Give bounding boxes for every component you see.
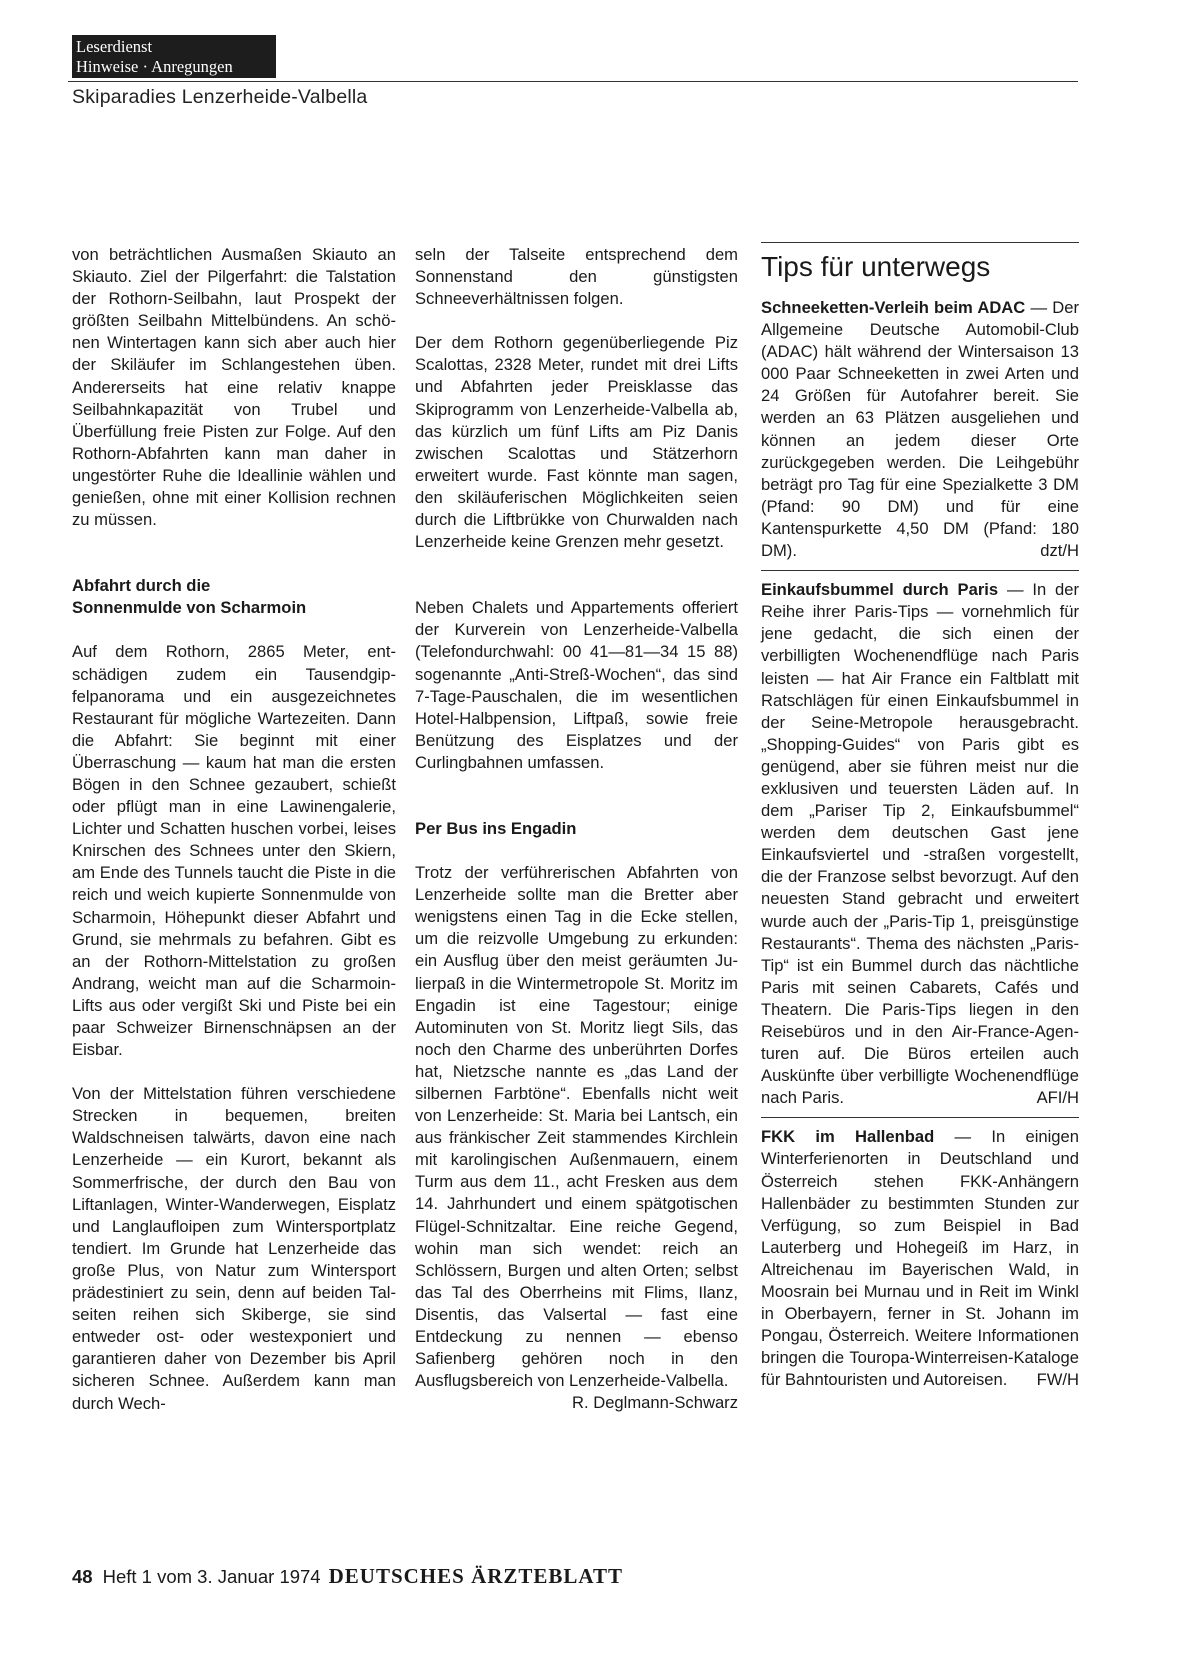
section-tag-line2: Hinweise · Anregungen <box>76 57 233 76</box>
author-signature: R. Deglmann-Schwarz <box>572 1393 738 1413</box>
tip-lead: Einkaufsbummel durch Paris <box>761 580 999 600</box>
tips-title: Tips für unterwegs <box>761 251 991 282</box>
tip-lead: Schneeketten-Verleih beim ADAC <box>761 298 1026 317</box>
tips-rule <box>761 242 1079 243</box>
tip-text: — Der Allgemeine Deutsche Automobil-Club (ADAC) hält während der Wintersaison 13 000 Paar Schneeketten in zwei Arten und 24 Größen für Autofahrer bereit. Sie werden an 63 Plätzen ausgeliehen und können an jedem dieser Orte zurückgegeben werden. Die Leihgebühr beträgt pro Tag für eine Spezialkette 3 DM (Pfand: 90 DM) und für eine Kantenspurkette 4,50 DM (Pfand: 180 DM). <box>761 298 1079 561</box>
tip-lead: FKK im Hallenbad <box>761 1127 935 1147</box>
page-number: 48 <box>72 1566 93 1587</box>
heading-line: Abfahrt durch die <box>72 576 211 596</box>
tip-signature: AFI/H <box>1036 1088 1079 1108</box>
paragraph: seln der Talseite entsprechend dem Sonnenstand den günstigsten Schneeverhältnissen folgen. <box>415 245 738 309</box>
paragraph-text: Trotz der verführerischen Abfahrten von Lenzerheide sollte man die Bretter aber wenigstens einen Tag in die Ecke stellen, um die reizvolle Umgebung zu erkunden: ein Ausflug über den meist geräumten Julierpaß in die Wintermetropole St. Moritz im Engadin ist eine Tagestour; einige Autominuten von St. Moritz liegt Sils, das noch den Charme des unberührten Dorfes hat, Nietzsche nannte es „das Land der silbernen Farbtöne“. Ebenfalls nicht weit von Lenzerheide: St. Maria bei Lantsch, ein aus fränkischer Zeit stammendes Kirchlein mit karolingischen Außenmauern, einem Turm aus dem 11., acht Fresken aus dem 14. Jahrhundert und einem spätgotischen Flügel-Schnitzaltar. Eine reiche Gegend, wohin man sich wendet: reich an Schlössern, Burgen und alten Orten; selbst das Tal des Oberrheins mit Flims, Ilanz, Disentis, das Valsertal — fast eine Entdeckung zu nennen — ebenso Safienberg gehören noch in den Ausflugsbereich von Lenzerheide-Valbella. <box>415 863 738 1391</box>
section-tag <box>72 35 276 78</box>
section-heading <box>72 575 396 619</box>
tip-signature: FW/H <box>1036 1370 1079 1390</box>
heading-line: Sonnenmulde von Scharmoin <box>72 598 307 618</box>
page-footer <box>72 1564 623 1589</box>
divider <box>761 1117 1079 1118</box>
paragraph: von beträchtlichen Ausmaßen Skiauto an Skiauto. Ziel der Pilgerfahrt: die Talstation der Rothorn-Seilbahn, laut Prospekt der größten Seilbahn Mittelbündens. An schönen Wintertagen kann sich aber auch hier der Skiläufer im Schlangestehen üben. Andererseits hat eine relativ knappe Seilbahnkapazität von Trubel und Überfüllung freie Pisten zur Folge. Auf den Rothorn-Abfahrten kann man daher in ungestörter Ruhe die Ideallinie wählen und genießen, ohne mit einer Kollision rechnen zu müssen. <box>72 245 396 530</box>
tip-item <box>761 1126 1079 1391</box>
section-heading: Per Bus ins Engadin <box>415 818 577 838</box>
paragraph: Auf dem Rothorn, 2865 Meter, entschädigen zudem ein Tausendgipfelpanorama und ein ausgezeichnetes Restaurant für mögliche Wartezeiten. Dann die Abfahrt: Sie beginnt mit einer Überraschung — kaum hat man die ersten Bögen in den Schnee gezaubert, schießt oder pflügt man in eine Lawinengalerie, Lichter und Schatten huschen vorbei, leises Knirschen des Schnees unter den Skiern, am Ende des Tunnels taucht die Piste in die reich und weich kupierte Sonnenmulde von Scharmoin, Höhepunkt dieser Abfahrt und Grund, sie mehrmals zu befahren. Gibt es an der Rothorn-Mittelstation zu großen Andrang, weicht man auf die Scharmoin-Lifts aus oder vergißt Ski und Piste bei ein paar Schweizer Birnenschnäpsen an der Eisbar. <box>72 642 396 1060</box>
paragraph: Der dem Rothorn gegenüberliegende Piz Scalottas, 2328 Meter, rundet mit drei Lifts und Abfahrten jeder Preisklasse das Skiprogramm von Lenzerheide-Valbella ab, das kürzlich um fünf Lifts am Piz Danis zwischen Scalottas und Stätzerhorn erweitert wurde. Fast könnte man sagen, den skiläuferischen Möglichkeiten seien durch die Liftbrükke von Churwalden nach Lenzerheide keine Grenzen mehr gesetzt. <box>415 333 738 552</box>
column-2 <box>415 244 738 1414</box>
tip-text: — In der Reihe ihrer Paris-Tips — vornehmlich für jene gedacht, die sich einen der verbilligten Wochenendflüge nach Paris leisten — hat Air France ein Faltblatt mit Ratschlägen für einen Einkaufsbummel in der Seine-Metropole herausgebracht. „Shopping-Guides“ von Paris gibt es genügend, aber sie führen meist nur die exklusiven und teuersten Läden auf. In dem „Pariser Tip 2, Einkaufsbummel“ werden dem deutschen Gast jene Einkaufsviertel und -straßen vorgestellt, die der Franzose selbst bevorzugt. Auf den neuesten Stand gebracht und erweitert wurde auch der „Paris-Tip 1, preisgünstige Restaurants“. Thema des nächsten „Paris-Tip“ ist ein Bummel durch das nächtliche Paris mit seinen Cabarets, Cafés und Theatern. Die Paris-Tips liegen in den Reisebüros und in den Air-France-Agenturen auf. Die Büros erteilen auch Auskünfte über verbilligte Wochenendflüge nach Paris. <box>761 580 1079 1108</box>
tip-item <box>761 579 1079 1109</box>
tip-text: — In einigen Winterferienorten in Deutschland und Österreich stehen FKK-Anhängern Hallenbäder zu bestimmten Stunden zur Verfügung, so zum Beispiel in Bad Lauterberg und Hohegeiß im Harz, in Altreichenau im Bayerischen Wald, in Moosrain bei Murnau und in Reit im Winkl in Oberbayern, ferner in St. Johann im Pongau, Österreich. Weitere Informationen bringen die Touropa-Winterreisen-Kataloge für Bahntouristen und Autoreisen. <box>761 1127 1079 1390</box>
tip-item <box>761 297 1079 562</box>
running-title: Skiparadies Lenzerheide-Valbella <box>72 86 368 108</box>
divider <box>761 570 1079 571</box>
paragraph <box>415 862 738 1413</box>
column-1 <box>72 244 396 1415</box>
magazine-name: DEUTSCHES ÄRZTEBLATT <box>328 1564 624 1588</box>
section-tag-line1: Leserdienst <box>76 37 153 56</box>
paragraph: Neben Chalets und Appartements offeriert der Kurverein von Lenzerheide-Valbella (Telefondurchwahl: 00 41—81—34 15 88) sogenannte „Anti-Streß-Wochen“, das sind 7-Tage-Pauschalen, die im wesentlichen Hotel-Halbpension, Liftpaß, sowie freie Benützung des Eisplatzes und der Curlingbahnen umfassen. <box>415 598 738 772</box>
paragraph: Von der Mittelstation führen verschiedene Strecken in bequemen, breiten Waldschneisen talwärts, davon eine nach Lenzerheide — ein Kurort, bekannt als Sommerfrische, der durch den Bau von Liftanlagen, Winter-Wanderwegen, Eisplatz und Langlaufloipen zum Wintersportplatz tendiert. Im Grunde hat Lenzerheide das große Plus, von Natur zum Wintersport prädestiniert zu sein, denn auf beiden Talseiten reihen sich Skiberge, sie sind entweder ost- oder westexponiert und garantieren daher von Dezember bis April sicheren Schnee. Außerdem kann man durch Wech- <box>72 1084 396 1413</box>
header-rule <box>68 81 1078 82</box>
issue-info: Heft 1 vom 3. Januar 1974 <box>102 1566 321 1587</box>
tip-signature: dzt/H <box>1040 541 1079 561</box>
column-3-tips <box>761 244 1079 1392</box>
